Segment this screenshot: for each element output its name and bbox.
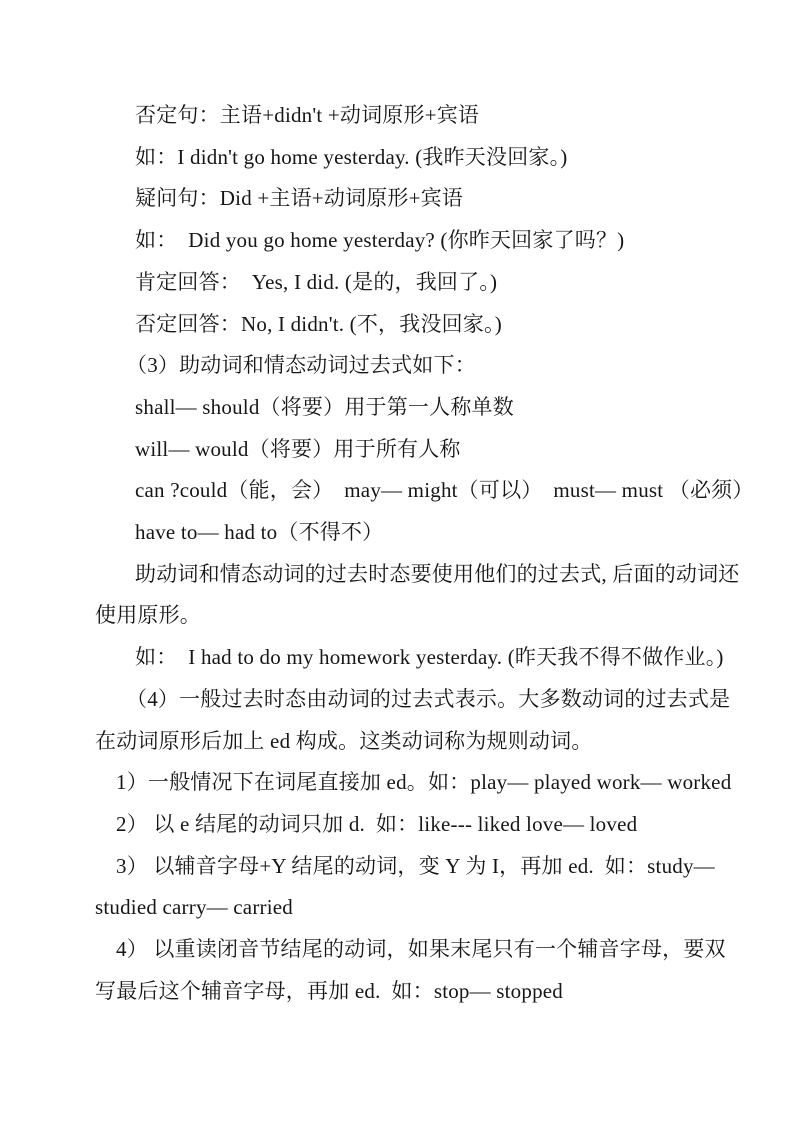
text-line: （4）一般过去时态由动词的过去式表示。大多数动词的过去式是: [126, 686, 731, 711]
text-line: 4） 以重读闭音节结尾的动词，如果末尾只有一个辅音字母，要双: [116, 937, 726, 962]
text-line: 如： I had to do my homework yesterday. (昨天我不得不做作业。): [135, 645, 724, 670]
text-line: 如： Did you go home yesterday? (你昨天回家了吗？): [135, 228, 625, 253]
text-line: studied carry— carried: [95, 895, 293, 920]
text-line: 疑问句：Did +主语+动词原形+宾语: [135, 186, 464, 211]
text-line: 2） 以 e 结尾的动词只加 d. 如：like--- liked love— loved: [116, 811, 638, 836]
text-line: 肯定回答： Yes, I did. (是的，我回了。): [135, 269, 498, 294]
text-line: 3） 以辅音字母+Y 结尾的动词，变 Y 为 I，再加 ed. 如：study—: [116, 853, 715, 878]
text-line: 否定回答：No, I didn't. (不，我没回家。): [135, 311, 502, 336]
text-line: 在动词原形后加上 ed 构成。这类动词称为规则动词。: [95, 728, 593, 753]
text-line: 使用原形。: [95, 603, 201, 628]
text-line: 写最后这个辅音字母，再加 ed. 如：stop— stopped: [95, 978, 564, 1003]
text-line: can ?could（能，会） may— might（可以） must— must （必须）: [135, 478, 754, 503]
document-body: [95, 95, 754, 1012]
text-line: 1）一般情况下在词尾直接加 ed。如：play— played work— worked: [116, 770, 732, 795]
text-line: shall— should（将要）用于第一人称单数: [135, 394, 514, 419]
text-line: 否定句：主语+didn't +动词原形+宾语: [135, 103, 480, 127]
text-line: （3）助动词和情态动词过去式如下：: [126, 353, 476, 378]
text-line: 如：I didn't go home yesterday. (我昨天没回家。): [135, 144, 568, 169]
text-line: have to— had to（不得不）: [135, 520, 384, 545]
text-line: will— would（将要）用于所有人称: [135, 436, 461, 461]
text-line: 助动词和情态动词的过去时态要使用他们的过去式, 后面的动词还: [135, 561, 740, 586]
